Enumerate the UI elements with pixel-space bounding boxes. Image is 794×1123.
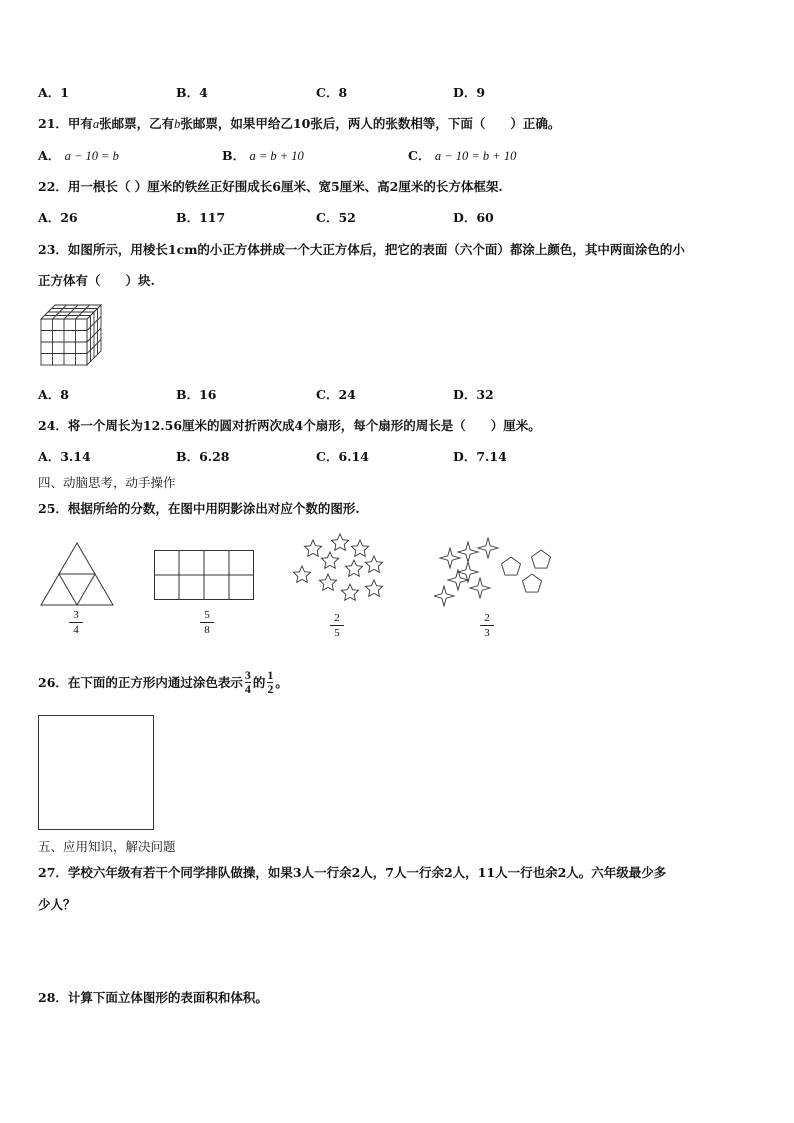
q23-stem-line2: 正方体有（ ）块. — [38, 273, 155, 288]
fraction-1-2-inline: 1 2 — [267, 667, 274, 696]
q27-stem-line2: 少人？ — [38, 897, 76, 912]
q22-stem: 22．用一根长（ ）厘米的铁丝正好围成长6厘米、宽5厘米、高2厘米的长方体框架. — [38, 179, 503, 194]
q26-stem: 26．在下面的正方形内通过涂色表示 3 4 的 1 2 。 — [38, 667, 288, 696]
q20-option-a: A．1 — [38, 85, 69, 100]
q22-option-d: D．60 — [453, 210, 494, 225]
q24-option-a: A．3.14 — [38, 449, 91, 464]
q24-option-c: C．6.14 — [316, 449, 369, 464]
q21-option-a: A． a − 10 = b — [38, 148, 119, 163]
stars-figure — [288, 531, 388, 611]
q22-option-c: C．52 — [316, 210, 356, 225]
q23-stem-line1: 23．如图所示，用棱长1cm的小正方体拼成一个大正方体后，把它的表面（六个面）都涂上颜色，其中两面涂色的小 — [38, 242, 685, 257]
q21-option-b: B． a = b + 10 — [222, 148, 304, 163]
section-5-heading: 五、应用知识，解决问题 — [38, 839, 176, 854]
q22-option-a: A．26 — [38, 210, 78, 225]
q20-option-c: C．8 — [316, 85, 348, 100]
q24-option-b: B．6.28 — [176, 449, 230, 464]
q22-option-b: B．117 — [176, 210, 226, 225]
section-4-heading: 四、动脑思考，动手操作 — [38, 475, 176, 490]
triangle-figure — [40, 542, 114, 606]
q23-option-d: D．32 — [453, 387, 494, 402]
q24-stem: 24．将一个周长为12.56厘米的圆对折两次成4个扇形，每个扇形的周长是（ ）厘米。 — [38, 418, 541, 433]
q20-option-b: B．4 — [176, 85, 208, 100]
fraction-2-5: 2 5 — [330, 612, 344, 639]
q25-stem: 25．根据所给的分数，在图中用阴影涂出对应个数的图形. — [38, 501, 360, 516]
q28-stem: 28．计算下面立体图形的表面积和体积。 — [38, 990, 268, 1005]
q21-stem: 21．甲有a张邮票，乙有b张邮票，如果甲给乙10张后，两人的张数相等，下面（ ）正确。 — [38, 116, 561, 131]
q23-option-c: C．24 — [316, 387, 356, 402]
q24-option-d: D．7.14 — [453, 449, 507, 464]
fraction-3-4-inline: 3 4 — [244, 667, 251, 696]
fraction-2-3: 2 3 — [480, 612, 494, 639]
q27-stem-line1: 27．学校六年级有若干个同学排队做操，如果3人一行余2人，7人一行余2人，11人一行也余2人。六年级最少多 — [38, 865, 667, 880]
sparkles-and-pentagons-figure — [434, 536, 560, 608]
q21-option-c: C． a − 10 = b + 10 — [408, 148, 517, 163]
q23-option-b: B．16 — [176, 387, 217, 402]
fraction-3-4: 3 4 — [69, 609, 83, 636]
q20-option-d: D．9 — [453, 85, 486, 100]
q23-option-a: A．8 — [38, 387, 69, 402]
cube-figure — [40, 304, 102, 366]
grid-figure — [154, 550, 254, 600]
fraction-5-8: 5 8 — [200, 609, 214, 636]
blank-square[interactable] — [38, 715, 154, 830]
